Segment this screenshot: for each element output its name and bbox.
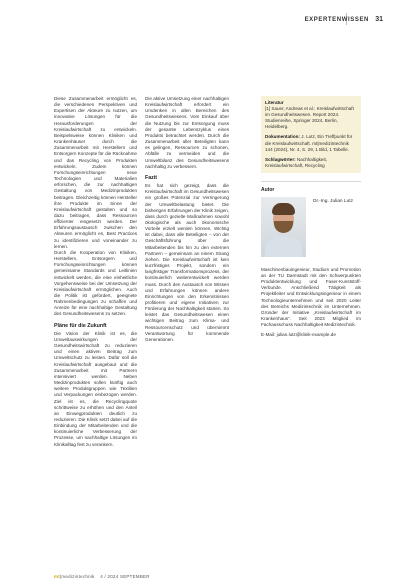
page-footer bbox=[54, 574, 150, 579]
page-header bbox=[0, 0, 413, 30]
author-bio: Maschinenbauingenieur, Studium und Promotion an der TU Darmstadt mit den Schwerpunkten Produktentwicklung und Faser-Kunststoff-Verbunde. Anschließend Tätigkeit als Projektleiter und Entwicklungsingenieur in einem Technologieunternehmen und seit 2020 Leiter des Bereichs Medizintechnik im Unternehmen. Gründer der Initiative „Kreislaufwirtschaft im Krankenhaus“. Seit 2023 Mitglied im Fachausschuss Nachhaltigkeit Medizintechnik. bbox=[261, 267, 361, 327]
author-name: Dr.-Ing. Julian Lutz bbox=[313, 199, 353, 205]
keywords-text: Nachhaltigkeit, Kreislaufwirtschaft, Recycling bbox=[265, 156, 328, 168]
paragraph: Diese Zusammenarbeit ermöglicht es, die verschiedenen Perspektiven und Expertisen der Akteure zu nutzen, um innovative Lösungen für die Herausforderungen der Kreislaufwirtschaft zu entwickeln. Beispielsweise können Kliniken und Krankenhäuser durch die Zusammenarbeit mit Herstellern und Entsorgern Konzepte für die Rücknahme und das Recycling von Produkten entwickeln. Zudem können Forschungseinrichtungen neue Technologien und Materialien erforschen, die zur nachhaltigen Gestaltung von Medizinprodukten beitragen. Gleichzeitig können Hersteller ihre Produkte im Sinne der Kreislaufwirtschaft gestalten und so dazu beitragen, dass Ressourcen effizienter eingesetzt werden. Der Erfahrungsaustausch zwischen den Akteuren ermöglicht es, Best Practices zu identifizieren und voneinander zu lernen. bbox=[54, 96, 137, 249]
paragraph: Die Vision der Klinik ist es, die Umweltauswirkungen der Gesundheitswirtschaft zu reduzieren und einen aktiven Beitrag zum Umweltschutz zu leisten. Dafür soll die Kreislaufwirtschaft ausgebaut und die Zusammenarbeit mit Partnern intensiviert werden. Neben Medizinprodukten sollen künftig auch weitere Produktgruppen wie Textilien und Verpackungen einbezogen werden. Ziel ist es, die Recyclingquote schrittweise zu erhöhen und den Anteil an Einwegprodukten deutlich zu reduzieren. Die Klinik setzt dabei auf die Einbindung der Mitarbeitenden und die kontinuierliche Verbesserung der Prozesse, um nachhaltige Lösungen im Klinikalltag fest zu verankern. bbox=[54, 330, 137, 447]
author-photo bbox=[261, 197, 306, 257]
documentation-label: Dokumentation: bbox=[265, 134, 300, 140]
subheading-fazit: Fazit bbox=[145, 174, 158, 181]
author-block bbox=[261, 197, 361, 267]
literature-label: Literatur bbox=[265, 100, 284, 105]
subheading-future: Pläne für die Zukunft bbox=[54, 322, 107, 329]
issue-info: 4 / 2024 SEPTEMBER bbox=[100, 574, 150, 579]
page-number: 31 bbox=[375, 16, 383, 23]
sidebar-info bbox=[261, 96, 361, 342]
article-column-2 bbox=[145, 96, 229, 343]
info-box bbox=[261, 96, 361, 173]
magazine-logo: mt bbox=[54, 574, 60, 579]
paragraph: Durch die Kooperation von Kliniken, Herstellern, Entsorgern und Forschungseinrichtungen können gemeinsame Standards und Leitlinien entwickelt werden, die eine einheitliche Vorgehensweise bei der Umsetzung der Kreislaufwirtschaft ermöglichen. Auch die Politik ist gefordert, geeignete Rahmenbedingungen zu schaffen und Anreize für eine nachhaltige Gestaltung des Gesundheitswesens zu setzen. bbox=[54, 249, 137, 317]
author-heading: Autor bbox=[261, 181, 361, 193]
keywords-label: Schlagwörter: bbox=[265, 156, 296, 162]
literature-text: [1] Sauer, Andreas et al.: Kreislaufwirtschaft im Gesundheitswesen. Report 2024. Studienreihe, Springer 2024, Berlin, Heidelberg. bbox=[265, 106, 354, 130]
documentation-text: J. Lutz, Ein Treffpunkt für die Kreislaufwirtschaft. mt|medizintechnik 144 (2024), Nr. 4, S. 29, 1 Bild, 1 Tabelle. bbox=[265, 134, 353, 152]
article-column-1 bbox=[54, 96, 137, 448]
author-email[interactable]: E-Mail: julian.lutz@klinik-example.de bbox=[261, 331, 336, 337]
section-title: EXPERTENWISSEN bbox=[304, 17, 369, 23]
paragraph: Die aktive Umsetzung einer nachhaltigen Kreislaufwirtschaft erfordert ein Umdenken in allen Bereichen des Gesundheitswesens. Vom Einkauf über die Nutzung bis zur Entsorgung muss der gesamte Lebenszyklus eines Produkts betrachtet werden. Durch die Zusammenarbeit aller Beteiligten kann es gelingen, Ressourcen zu schonen, Abfälle zu vermeiden und die Umweltbilanz des Gesundheitswesens nachhaltig zu verbessern. bbox=[145, 96, 229, 169]
paragraph: Es hat sich gezeigt, dass die Kreislaufwirtschaft im Gesundheitswesen ein großes Potenzial zur Verringerung der Umweltbelastung bietet. Die bisherigen Erfahrungen der Klinik zeigen, dass durch gezielte Maßnahmen sowohl ökologische als auch ökonomische Vorteile erzielt werden können. Wichtig ist dabei, dass alle Beteiligten – von der Geschäftsführung über die Mitarbeitenden bis hin zu den externen Partnern – gemeinsam an einem Strang ziehen. Die Kreislaufwirtschaft ist kein kurzfristiges Projekt, sondern ein langfristiger Transformationsprozess, der kontinuierlich weiterentwickelt werden muss. Durch den Austausch von Wissen und Erfahrungen können andere Einrichtungen von den Erkenntnissen profitieren und eigene Initiativen zur Förderung der Nachhaltigkeit starten. So leistet das Gesundheitswesen einen wichtigen Beitrag zum Klima- und Ressourcenschutz und übernimmt Verantwortung für kommende Generationen. bbox=[145, 183, 230, 342]
magazine-name: |medizintechnik bbox=[59, 574, 95, 579]
